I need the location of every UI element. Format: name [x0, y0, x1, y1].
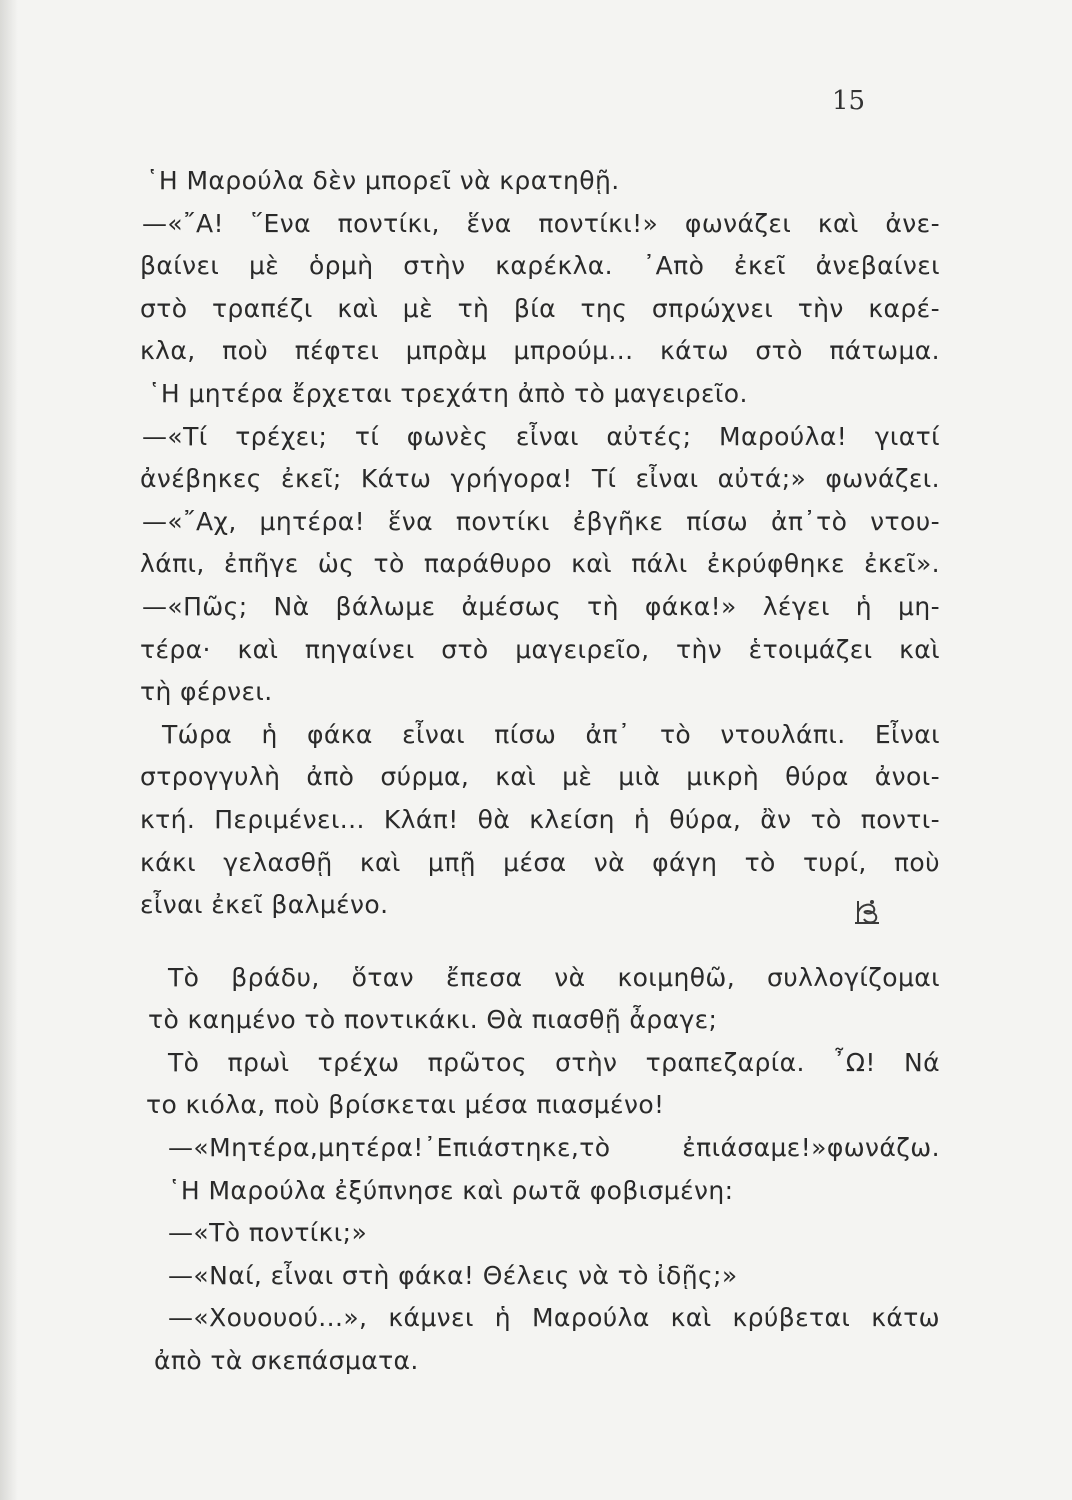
text-line: λάπι, ἐπῆγε ὡς τὸ παράθυρο καὶ πάλι ἐκρύφθηκε ἐκεῖ».: [140, 549, 940, 579]
text-line: —«῎Αχ, μητέρα! ἕνα ποντίκι ἐβγῆκε πίσω ἀπ᾽τὸ ντου-: [142, 506, 940, 536]
text-line: τὸ καημένο τὸ ποντικάκι. Θὰ πιασθῇ ἆραγε;: [148, 1005, 718, 1035]
page-gutter-shadow: [0, 0, 18, 1500]
text-line: —«῎Α! ῞Ενα ποντίκι, ἕνα ποντίκι!» φωνάζει καὶ ἀνε-: [142, 208, 940, 238]
text-line: τὴ φέρνει.: [140, 677, 273, 707]
text-line: βαίνει μὲ ὁρμὴ στὴν καρέκλα. ᾽Απὸ ἐκεῖ ἀνεβαίνει: [140, 251, 940, 281]
floral-ornament-icon: [852, 897, 882, 927]
text-line: —«Τί τρέχει; τί φωνὲς εἶναι αὐτές; Μαρούλα! γιατί: [142, 421, 940, 451]
text-line: κτή. Περιμένει... Κλάπ! θὰ κλείση ἡ θύρα, ἂν τὸ ποντι-: [140, 804, 940, 834]
text-line: εἶναι ἐκεῖ βαλμένο.: [140, 890, 389, 920]
text-line: κάκι γελασθῇ καὶ μπῇ μέσα νὰ φάγη τὸ τυρί, ποὺ: [140, 847, 940, 877]
text-line: Τὸ βράδυ, ὅταν ἔπεσα νὰ κοιμηθῶ, συλλογίζομαι: [168, 962, 940, 992]
text-line: στὸ τραπέζι καὶ μὲ τὴ βία της σπρώχνει τὴν καρέ-: [140, 293, 940, 323]
body-text: [140, 160, 940, 1383]
page-number: 15: [832, 86, 866, 116]
section-break: [140, 927, 940, 957]
text-line: —«Χουουού...», κάμνει ἡ Μαρούλα καὶ κρύβεται κάτω: [168, 1303, 940, 1333]
text-line: στρογγυλὴ ἀπὸ σύρμα, καὶ μὲ μιὰ μικρὴ θύρα ἀνοι-: [140, 762, 940, 792]
text-line: ἀνέβηκες ἐκεῖ; Κάτω γρήγορα! Τί εἶναι αὐτά;» φωνάζει.: [140, 464, 940, 494]
text-line: κλα, ποὺ πέφτει μπρὰμ μπρούμ... κάτω στὸ πάτωμα.: [140, 336, 940, 366]
text-line: Τώρα ἡ φάκα εἶναι πίσω ἀπ᾽ τὸ ντουλάπι. Εἶναι: [162, 719, 940, 749]
text-line: ῾Η μητέρα ἔρχεται τρεχάτη ἀπὸ τὸ μαγειρεῖο.: [148, 378, 748, 408]
text-line: —«Ναί, εἶναι στὴ φάκα! Θέλεις νὰ τὸ ἰδῇς;»: [168, 1260, 738, 1290]
text-line: τέρα· καὶ πηγαίνει στὸ μαγειρεῖο, τὴν ἑτοιμάζει καὶ: [140, 634, 940, 664]
text-line: το κιόλα, ποὺ βρίσκεται μέσα πιασμένο!: [146, 1090, 665, 1120]
text-line: Τὸ πρωὶ τρέχω πρῶτος στὴν τραπεζαρία. ῏Ω! Νά: [168, 1047, 940, 1077]
text-line: —«Πῶς; Νὰ βάλωμε ἀμέσως τὴ φάκα!» λέγει ἡ μη-: [142, 591, 940, 621]
text-line: ῾Η Μαρούλα δὲν μπορεῖ νὰ κρατηθῇ.: [146, 166, 620, 195]
text-line: ἀπὸ τὰ σκεπάσματα.: [154, 1346, 419, 1376]
text-line: —«Τὸ ποντίκι;»: [168, 1218, 368, 1248]
text-line: —«Μητέρα,μητέρα!᾽Επιάστηκε,τὸ ἐπιάσαμε!»φωνάζω.: [168, 1133, 940, 1163]
text-line: ῾Η Μαρούλα ἐξύπνησε καὶ ρωτᾶ φοβισμένη:: [168, 1175, 734, 1205]
